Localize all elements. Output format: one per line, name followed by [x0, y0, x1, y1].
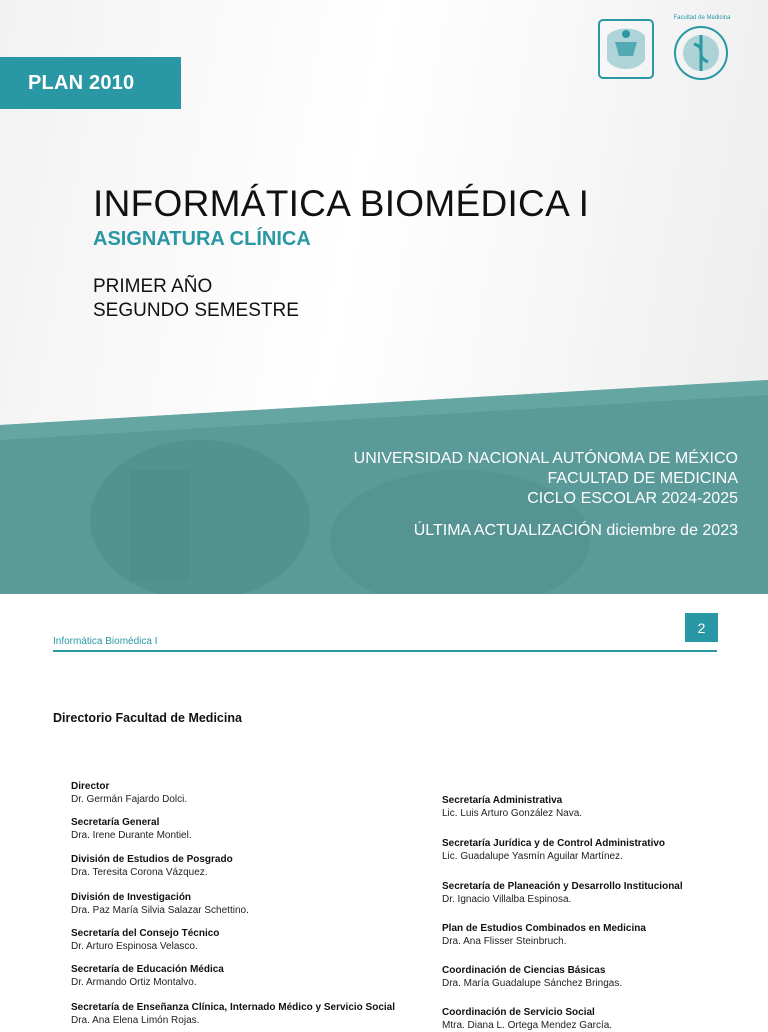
- directory-entry: [442, 880, 768, 906]
- institution-block: [354, 449, 738, 541]
- facultad-medicina-seal-icon: [670, 16, 732, 82]
- entry-role: Coordinación de Ciencias Básicas: [442, 965, 606, 976]
- directory-entry: [71, 927, 441, 953]
- entry-role: Plan de Estudios Combinados en Medicina: [442, 923, 646, 934]
- directory-entry: [71, 1001, 441, 1027]
- entry-role: Secretaría General: [71, 817, 160, 828]
- course-semester: SEGUNDO SEMESTRE: [93, 300, 299, 321]
- page-number: 2: [685, 613, 718, 642]
- directory-entry: [442, 964, 768, 990]
- directory-entry: [442, 922, 768, 948]
- faculty-name: FACULTAD DE MEDICINA: [547, 470, 738, 487]
- course-year: PRIMER AÑO: [93, 276, 213, 297]
- entry-role: División de Estudios de Posgrado: [71, 854, 233, 865]
- directory-entry: [442, 837, 768, 863]
- last-updated-date: diciembre de 2023: [606, 522, 738, 539]
- entry-role: Secretaría del Consejo Técnico: [71, 928, 220, 939]
- course-period: [93, 275, 299, 323]
- directory-entry: [442, 794, 768, 820]
- entry-person: Dra. Ana Flisser Steinbruch.: [442, 936, 567, 947]
- entry-person: Mtra. Diana L. Ortega Mendez García.: [442, 1020, 613, 1031]
- entry-role: Secretaría Administrativa: [442, 795, 563, 806]
- directory-title: Directorio Facultad de Medicina: [53, 711, 242, 725]
- entry-person: Dra. Ana Elena Limón Rojas.: [71, 1015, 200, 1026]
- last-updated: [354, 521, 738, 541]
- course-title: INFORMÁTICA BIOMÉDICA I: [93, 183, 590, 224]
- directory-entry: [71, 853, 441, 879]
- entry-person: Dr. Germán Fajardo Dolci.: [71, 794, 188, 805]
- entry-role: Secretaría de Enseñanza Clínica, Internado Médico y Servicio Social: [71, 1002, 396, 1013]
- entry-role: Secretaría Jurídica y de Control Administrativo: [442, 838, 666, 849]
- entry-person: Dr. Ignacio Villalba Espinosa.: [442, 894, 572, 905]
- running-head: Informática Biomédica I: [53, 636, 158, 647]
- directory-entry: [71, 891, 441, 917]
- entry-person: Dra. Teresita Corona Vázquez.: [71, 867, 208, 878]
- entry-person: Dr. Armando Ortiz Montalvo.: [71, 977, 197, 988]
- plan-badge: PLAN 2010: [0, 57, 181, 109]
- directory-page: [0, 594, 768, 1031]
- entry-person: Dr. Arturo Espinosa Velasco.: [71, 941, 198, 952]
- university-name: UNIVERSIDAD NACIONAL AUTÓNOMA DE MÉXICO: [353, 450, 738, 467]
- entry-person: Dra. Irene Durante Montiel.: [71, 830, 192, 841]
- entry-role: Secretaría de Planeación y Desarrollo Institucional: [442, 881, 683, 892]
- entry-role: Coordinación de Servicio Social: [442, 1007, 595, 1018]
- unam-seal-icon: [595, 16, 657, 82]
- entry-person: Dra. María Guadalupe Sánchez Bringas.: [442, 978, 623, 989]
- last-updated-label: ÚLTIMA ACTUALIZACIÓN: [413, 522, 602, 539]
- directory-entry: [71, 816, 441, 842]
- entry-role: División de Investigación: [71, 892, 192, 903]
- entry-person: Dra. Paz María Silvia Salazar Schettino.: [71, 905, 249, 916]
- entry-person: Lic. Guadalupe Yasmín Aguilar Martínez.: [442, 851, 623, 862]
- entry-role: Secretaría de Educación Médica: [71, 964, 224, 975]
- directory-entry: [442, 1006, 768, 1032]
- directory-entry: [71, 780, 441, 806]
- course-subtitle: ASIGNATURA CLÍNICA: [93, 228, 311, 250]
- fm-logo-caption: Facultad de Medicina: [673, 15, 731, 21]
- entry-person: Lic. Luis Arturo González Nava.: [442, 808, 583, 819]
- directory-entry: [71, 963, 441, 989]
- entry-role: Director: [71, 781, 110, 792]
- header-rule: [53, 650, 717, 652]
- school-cycle: CICLO ESCOLAR 2024-2025: [527, 490, 738, 507]
